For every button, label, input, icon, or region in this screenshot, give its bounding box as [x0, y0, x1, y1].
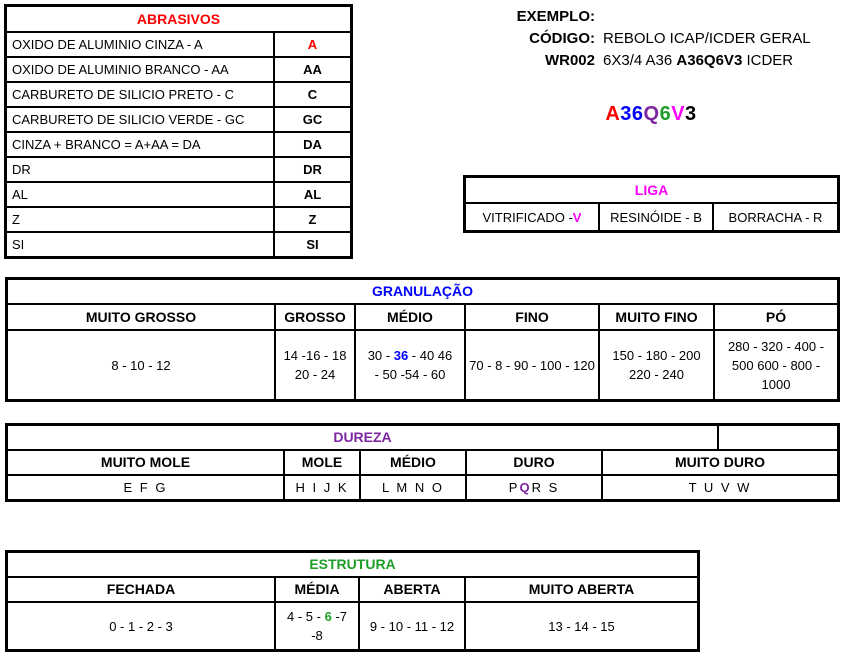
granulacao-body-row — [8, 329, 837, 399]
colored-code — [596, 103, 706, 126]
col-muito-aberta: MUITO ABERTA — [464, 578, 697, 601]
code-letter-v: V — [671, 103, 686, 125]
abrasivos-code: DR — [273, 158, 350, 181]
estrutura-table — [5, 550, 700, 652]
medio-highlight-36: 36 — [393, 348, 409, 363]
exemplo-title-row — [493, 6, 811, 28]
abrasivos-label: CARBURETO DE SILICIO PRETO - C — [12, 87, 235, 102]
abrasivos-label: CINZA + BRANCO = A+AA = DA — [12, 137, 201, 152]
granulacao-table — [5, 277, 840, 402]
vitrificado-text: VITRIFICADO - — [482, 209, 573, 225]
abrasivos-label: OXIDO DE ALUMINIO CINZA - A — [12, 37, 203, 52]
po-values: 280 - 320 - 400 - 500 600 - 800 - 1000 — [713, 331, 837, 399]
dureza-column-header-row — [8, 449, 837, 474]
abrasivos-header-row — [7, 7, 350, 31]
muito-aberta-values: 13 - 14 - 15 — [464, 603, 697, 649]
liga-vitrificado — [466, 204, 598, 230]
abrasivos-code: Z — [273, 208, 350, 231]
table-row — [7, 106, 350, 131]
muito-duro-values: T U V W — [601, 476, 837, 499]
muito-grosso-values: 8 - 10 - 12 — [111, 357, 171, 373]
abrasivos-label: DR — [12, 162, 31, 177]
abrasivos-code: AL — [273, 183, 350, 206]
abrasivos-code: AA — [273, 58, 350, 81]
duro-highlight-q: Q — [519, 480, 532, 495]
liga-table — [463, 175, 840, 233]
col-muito-fino: MUITO FINO — [598, 305, 713, 329]
col-fechada: FECHADA — [106, 581, 176, 597]
exemplo-block — [493, 6, 811, 72]
granulacao-title: GRANULAÇÃO — [371, 283, 474, 299]
codigo-label: CÓDIGO: — [529, 30, 595, 47]
table-row — [7, 206, 350, 231]
abrasivos-label: Z — [12, 212, 20, 227]
grosso-values: 14 -16 - 18 20 - 24 — [274, 331, 354, 399]
dureza-title: DUREZA — [333, 429, 392, 445]
liga-resinoide: RESINÓIDE - B — [598, 204, 712, 230]
abrasivos-title: ABRASIVOS — [136, 10, 221, 27]
wr002-row — [493, 50, 811, 72]
code-number-3: 3 — [685, 103, 697, 125]
code-letter-a: A — [605, 103, 621, 125]
col-grosso: GROSSO — [274, 305, 354, 329]
wr002-post: ICDER — [742, 52, 794, 69]
col-medio: MÉDIO — [354, 305, 464, 329]
muito-mole-values: E F G — [123, 480, 168, 495]
abrasivos-label: OXIDO DE ALUMINIO BRANCO - AA — [12, 62, 229, 77]
col-po: PÓ — [713, 305, 837, 329]
col-mole: MOLE — [283, 451, 359, 474]
col-aberta: ABERTA — [358, 578, 464, 601]
codigo-value: REBOLO ICAP/ICDER GERAL — [603, 30, 811, 47]
granulacao-header-row — [8, 280, 837, 303]
table-row — [7, 156, 350, 181]
abrasivos-label: SI — [12, 237, 25, 252]
col-muito-duro: MUITO DURO — [601, 451, 837, 474]
liga-body-row — [466, 202, 837, 230]
table-row — [7, 181, 350, 206]
medio-values: 30 - 36 - 40 46 - 50 -54 - 60 — [354, 331, 464, 399]
code-number-6: 6 — [659, 103, 672, 125]
liga-borracha: BORRACHA - R — [712, 204, 837, 230]
mole-values: H I J K — [283, 476, 359, 499]
vitrificado-code: V — [572, 209, 582, 225]
abrasivos-code: C — [273, 83, 350, 106]
estrutura-body-row — [8, 601, 697, 649]
col-fino: FINO — [464, 305, 598, 329]
code-letter-q: Q — [643, 103, 660, 125]
fechada-values: 0 - 1 - 2 - 3 — [109, 618, 173, 634]
dureza-medio-values: L M N O — [359, 476, 465, 499]
abrasivos-code: DA — [273, 133, 350, 156]
abrasivos-label: CARBURETO DE SILICIO VERDE - GC — [12, 112, 245, 127]
dureza-table — [5, 423, 840, 502]
dureza-body-row — [8, 474, 837, 499]
table-row — [7, 131, 350, 156]
col-muito-grosso: MUITO GROSSO — [85, 308, 197, 325]
col-duro: DURO — [465, 451, 601, 474]
fino-values: 70 - 8 - 90 - 100 - 120 — [464, 331, 598, 399]
wr002-label: WR002 — [544, 52, 595, 69]
granulacao-column-header-row — [8, 303, 837, 329]
codigo-row — [493, 28, 811, 50]
col-muito-mole: MUITO MOLE — [100, 454, 191, 470]
duro-values: P Q R S — [465, 476, 601, 499]
estrutura-header-row — [8, 553, 697, 576]
muito-fino-values: 150 - 180 - 200 220 - 240 — [598, 331, 713, 399]
abrasivos-table — [4, 4, 353, 259]
exemplo-title-spacer — [595, 6, 603, 28]
media-highlight-6: 6 — [324, 609, 332, 624]
table-row — [7, 31, 350, 56]
dureza-header-empty-cell — [717, 426, 837, 449]
aberta-values: 9 - 10 - 11 - 12 — [358, 603, 464, 649]
table-row — [7, 231, 350, 256]
estrutura-column-header-row — [8, 576, 697, 601]
table-row — [7, 56, 350, 81]
wr002-pre: 6X3/4 A36 — [603, 52, 677, 69]
abrasivos-code: SI — [273, 233, 350, 256]
wr002-code: A36Q6V3 — [676, 52, 743, 69]
col-dureza-medio: MÉDIO — [359, 451, 465, 474]
exemplo-title: EXEMPLO: — [516, 8, 595, 25]
wr002-value — [595, 50, 793, 72]
col-media: MÉDIA — [274, 578, 358, 601]
media-values: 4 - 5 - 6 -7 -8 — [274, 603, 358, 649]
table-row — [7, 81, 350, 106]
estrutura-title: ESTRUTURA — [309, 556, 396, 572]
abrasivos-label: AL — [12, 187, 28, 202]
abrasivos-code: GC — [273, 108, 350, 131]
liga-title: LIGA — [634, 181, 669, 198]
abrasivos-code: A — [273, 33, 350, 56]
liga-header-row — [466, 178, 837, 202]
dureza-header-row — [8, 426, 837, 449]
code-number-36: 36 — [620, 103, 644, 125]
